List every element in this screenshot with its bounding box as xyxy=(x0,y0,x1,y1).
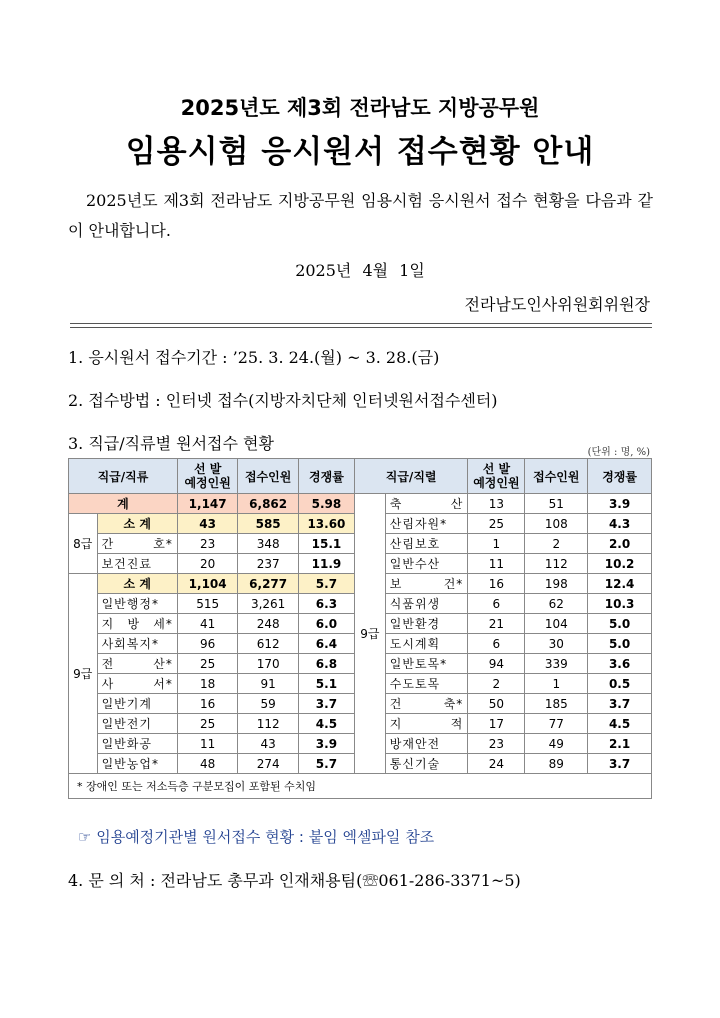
table-row xyxy=(69,494,652,514)
attachment-reference: ☞ 임용예정기관별 원서접수 현황 : 붙임 엑셀파일 참조 xyxy=(78,828,435,846)
subtotal-rate-8: 13.60 xyxy=(298,514,354,534)
intro-paragraph: 2025년도 제3회 전라남도 지방공무원 임용시험 응시원서 접수 현황을 다음과 같이 안내합니다. xyxy=(68,191,653,240)
row-label: 통신기술 xyxy=(385,754,468,774)
header-planned-right: 선 발 예정인원 xyxy=(468,459,525,494)
group-9-right: 9급 xyxy=(354,494,385,774)
total-planned: 1,147 xyxy=(177,494,238,514)
subtotal-label-9: 소 계 xyxy=(97,574,177,594)
row-applicants: 274 xyxy=(238,754,299,774)
row-label: 일반농업* xyxy=(97,754,177,774)
row-planned: 23 xyxy=(468,734,525,754)
row-label: 일반화공 xyxy=(97,734,177,754)
row-label: 도시계획 xyxy=(385,634,468,654)
row-applicants: 2 xyxy=(525,534,588,554)
row-label: 일반전기 xyxy=(97,714,177,734)
row-label: 일반토목* xyxy=(385,654,468,674)
announcement-date: 2025년 4월 1일 xyxy=(295,261,425,280)
row-planned: 94 xyxy=(468,654,525,674)
row-label: 산림보호 xyxy=(385,534,468,554)
row-applicants: 1 xyxy=(525,674,588,694)
row-label: 전 산* xyxy=(97,654,177,674)
header-applicants-right: 접수인원 xyxy=(525,459,588,494)
row-applicants: 612 xyxy=(238,634,299,654)
divider xyxy=(70,323,652,328)
table-header-row xyxy=(69,459,652,494)
item-contact: 4. 문 의 처 : 전라남도 총무과 인재채용팀(☏061-286-3371~5) xyxy=(68,871,521,890)
row-applicants: 108 xyxy=(525,514,588,534)
row-rate: 10.3 xyxy=(588,594,652,614)
row-rate: 15.1 xyxy=(298,534,354,554)
row-rate: 6.4 xyxy=(298,634,354,654)
row-applicants: 237 xyxy=(238,554,299,574)
row-label: 간 호* xyxy=(97,534,177,554)
table-footnote: * 장애인 또는 저소득층 구분모집이 포함된 수치임 xyxy=(69,774,652,799)
subtotal-planned-9: 1,104 xyxy=(177,574,238,594)
row-planned: 23 xyxy=(177,534,238,554)
row-rate: 5.0 xyxy=(588,634,652,654)
row-rate: 11.9 xyxy=(298,554,354,574)
row-planned: 96 xyxy=(177,634,238,654)
row-planned: 25 xyxy=(468,514,525,534)
row-planned: 25 xyxy=(177,654,238,674)
row-label: 보건진료 xyxy=(97,554,177,574)
row-rate: 3.7 xyxy=(588,694,652,714)
row-planned: 11 xyxy=(177,734,238,754)
row-applicants: 185 xyxy=(525,694,588,714)
header-applicants: 접수인원 xyxy=(238,459,299,494)
subtotal-rate-9: 5.7 xyxy=(298,574,354,594)
row-label: 방재안전 xyxy=(385,734,468,754)
row-label: 지 방 세* xyxy=(97,614,177,634)
row-applicants: 198 xyxy=(525,574,588,594)
header-grade-type-right: 직급/직렬 xyxy=(354,459,467,494)
row-planned: 24 xyxy=(468,754,525,774)
row-label: 일반기계 xyxy=(97,694,177,714)
row-applicants: 348 xyxy=(238,534,299,554)
row-planned: 41 xyxy=(177,614,238,634)
row-applicants: 170 xyxy=(238,654,299,674)
row-planned: 25 xyxy=(177,714,238,734)
row-planned: 6 xyxy=(468,634,525,654)
total-label: 계 xyxy=(69,494,178,514)
row-applicants: 30 xyxy=(525,634,588,654)
row-planned: 13 xyxy=(468,494,525,514)
row-rate: 12.4 xyxy=(588,574,652,594)
row-applicants: 339 xyxy=(525,654,588,674)
row-planned: 16 xyxy=(177,694,238,714)
header-planned: 선 발 예정인원 xyxy=(177,459,238,494)
total-rate: 5.98 xyxy=(298,494,354,514)
table-footnote-row xyxy=(69,774,652,799)
subtotal-applicants-9: 6,277 xyxy=(238,574,299,594)
row-applicants: 51 xyxy=(525,494,588,514)
row-rate: 3.7 xyxy=(588,754,652,774)
row-rate: 3.9 xyxy=(588,494,652,514)
row-applicants: 112 xyxy=(525,554,588,574)
subtotal-label-8: 소 계 xyxy=(97,514,177,534)
row-label: 일반환경 xyxy=(385,614,468,634)
row-planned: 1 xyxy=(468,534,525,554)
row-planned: 515 xyxy=(177,594,238,614)
row-rate: 2.1 xyxy=(588,734,652,754)
item-method: 2. 접수방법 : 인터넷 접수(지방자치단체 인터넷원서접수센터) xyxy=(68,391,498,410)
title-line-2: 임용시험 응시원서 접수현황 안내 xyxy=(125,134,595,170)
group-8: 8급 xyxy=(69,514,98,574)
application-status-table xyxy=(68,458,652,799)
row-planned: 11 xyxy=(468,554,525,574)
row-label: 식품위생 xyxy=(385,594,468,614)
row-rate: 3.7 xyxy=(298,694,354,714)
row-applicants: 89 xyxy=(525,754,588,774)
row-label: 건 축* xyxy=(385,694,468,714)
row-rate: 6.8 xyxy=(298,654,354,674)
group-9-left: 9급 xyxy=(69,574,98,774)
header-competition: 경쟁률 xyxy=(298,459,354,494)
row-rate: 2.0 xyxy=(588,534,652,554)
row-label: 보 건* xyxy=(385,574,468,594)
subtotal-applicants-8: 585 xyxy=(238,514,299,534)
header-grade-type: 직급/직류 xyxy=(69,459,178,494)
row-planned: 21 xyxy=(468,614,525,634)
row-applicants: 3,261 xyxy=(238,594,299,614)
subtotal-planned-8: 43 xyxy=(177,514,238,534)
row-applicants: 91 xyxy=(238,674,299,694)
unit-note: (단위 : 명, %) xyxy=(587,447,650,458)
row-rate: 5.0 xyxy=(588,614,652,634)
row-planned: 16 xyxy=(468,574,525,594)
row-label: 일반행정* xyxy=(97,594,177,614)
row-applicants: 62 xyxy=(525,594,588,614)
header-competition-right: 경쟁률 xyxy=(588,459,652,494)
row-rate: 5.1 xyxy=(298,674,354,694)
row-planned: 17 xyxy=(468,714,525,734)
row-planned: 18 xyxy=(177,674,238,694)
row-planned: 2 xyxy=(468,674,525,694)
row-rate: 0.5 xyxy=(588,674,652,694)
row-applicants: 49 xyxy=(525,734,588,754)
row-label: 사 서* xyxy=(97,674,177,694)
row-planned: 6 xyxy=(468,594,525,614)
row-applicants: 112 xyxy=(238,714,299,734)
row-applicants: 104 xyxy=(525,614,588,634)
row-applicants: 59 xyxy=(238,694,299,714)
row-planned: 48 xyxy=(177,754,238,774)
row-rate: 4.3 xyxy=(588,514,652,534)
item-status-heading: 3. 직급/직류별 원서접수 현황 xyxy=(68,434,274,453)
row-rate: 4.5 xyxy=(588,714,652,734)
row-rate: 5.7 xyxy=(298,754,354,774)
row-rate: 6.0 xyxy=(298,614,354,634)
row-rate: 3.6 xyxy=(588,654,652,674)
row-planned: 20 xyxy=(177,554,238,574)
row-label: 지 적 xyxy=(385,714,468,734)
row-label: 사회복지* xyxy=(97,634,177,654)
row-rate: 6.3 xyxy=(298,594,354,614)
row-applicants: 248 xyxy=(238,614,299,634)
row-label: 일반수산 xyxy=(385,554,468,574)
row-rate: 3.9 xyxy=(298,734,354,754)
row-label: 산림자원* xyxy=(385,514,468,534)
item-period: 1. 응시원서 접수기간 : ’25. 3. 24.(월) ~ 3. 28.(금) xyxy=(68,348,440,367)
row-label: 축 산 xyxy=(385,494,468,514)
row-applicants: 43 xyxy=(238,734,299,754)
row-rate: 10.2 xyxy=(588,554,652,574)
total-applicants: 6,862 xyxy=(238,494,299,514)
row-planned: 50 xyxy=(468,694,525,714)
title-line-1: 2025년도 제3회 전라남도 지방공무원 xyxy=(180,96,540,120)
row-label: 수도토목 xyxy=(385,674,468,694)
row-rate: 4.5 xyxy=(298,714,354,734)
row-applicants: 77 xyxy=(525,714,588,734)
issuer: 전라남도인사위원회위원장 xyxy=(464,295,650,314)
